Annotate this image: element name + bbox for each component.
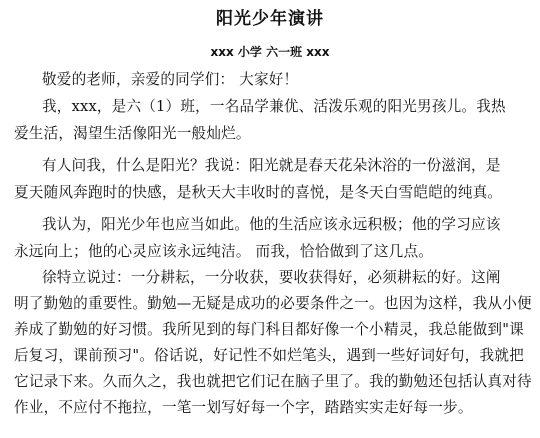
paragraph-1-line-1: 我，xxx，是六（1）班，一名品学兼优、活泼乐观的阳光男孩儿。我热 <box>42 98 506 115</box>
paragraph-4-line-6: 作业，不应付不拖拉，一笔一划写好每一个字，踏踏实实走好每一步。 <box>14 399 473 416</box>
paragraph-3-line-2: 永远向上；他的心灵应该永远纯洁。 而我，恰恰做到了这几点。 <box>14 243 434 260</box>
paragraph-4-line-3: 养成了勤勉的好习惯。我所见到的每门科目都好像一个小精灵，我总能做到"课 <box>14 321 524 338</box>
greeting-line: 敬爱的老师，亲爱的同学们： 大家好！ <box>42 71 299 88</box>
document-title: 阳光少年演讲 <box>216 9 324 29</box>
paragraph-4-line-5: 它记录下来。久而久之，我也就把它们记在脑子里了。我的勤勉还包括认真对待 <box>14 373 532 390</box>
paragraph-4-line-2: 明了勤勉的重要性。勤勉—无疑是成功的必要条件之一。也因为这样，我从小便 <box>14 295 532 312</box>
paragraph-4-line-1: 徐特立说过：一分耕耘，一分收获，要收获得好，必须耕耘的好。这阐 <box>42 269 501 286</box>
paragraph-4-line-4: 后复习，课前预习"。俗话说，好记性不如烂笔头，遇到一些好词好句，我就把 <box>14 347 524 364</box>
paragraph-3-line-1: 我认为，阳光少年也应当如此。他的生活应该永远积极；他的学习应该 <box>42 216 501 233</box>
paragraph-2-line-1: 有人问我，什么是阳光？我说：阳光就是春天花朵沐浴的一份滋润，是 <box>42 157 501 174</box>
paragraph-1-line-2: 爱生活，渴望生活像阳光一般灿烂。 <box>14 125 251 142</box>
author-byline: xxx 小学 六一班 xxx <box>210 45 330 59</box>
paragraph-2-line-2: 夏天随风奔跑时的快感，是秋天大丰收时的喜悦，是冬天白雪皑皑的纯真。 <box>14 184 503 201</box>
